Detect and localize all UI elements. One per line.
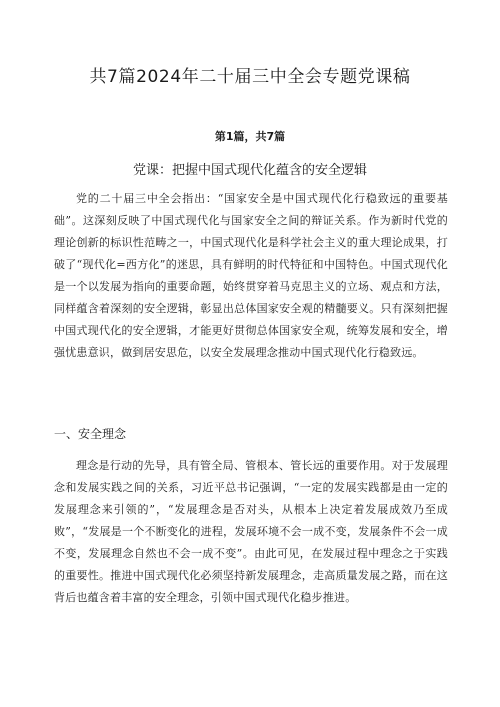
body-paragraph: 理念是行动的先导，具有管全局、管根本、管长远的重要作用。对于发展理念和发展实践之间的关系，习近平总书记强调，“一定的发展实践都是由一定的发展理念来引领的”，“发展理念是否对头，从根本上决定着发展成效乃至成败”，“发展是一个不断变化的进程，发展环境不会一成不变，发展条件不会一成不变，发展理念自然也不会一成不变”。由此可见，在发展过程中理念之于实践的重要性。推进中国式现代化必须坚持新发展理念，走高质量发展之路，而在这背后也蕴含着丰富的安全理念，引领中国式现代化稳步推进。 bbox=[54, 459, 448, 604]
body-paragraph: 党的二十届三中全会指出：“国家安全是中国式现代化行稳致远的重要基础”。这深刻反映了中国式现代化与国家安全之间的辩证关系。作为新时代党的理论创新的标识性范畴之一，中国式现代化是科学社会主义的重大理论成果，打破了“现代化=西方化”的迷思，具有鲜明的时代特征和中国特色。中国式现代化是一个以发展为指向的重要命题，始终贯穿着马克思主义的立场、观点和方法，同样蕴含着深刻的安全逻辑，彰显出总体国家安全观的精髓要义。只有深刻把握中国式现代化的安全逻辑，才能更好贯彻总体国家安全观，统筹发展和安全，增强忧患意识，做到居安思危，以安全发展理念推动中国式现代化行稳致远。 bbox=[54, 192, 448, 359]
document-title: 共7篇2024年二十届三中全会专题党课稿 bbox=[89, 67, 411, 87]
part-label: 第1篇，共7篇 bbox=[214, 130, 286, 143]
section-title: 党课：把握中国式现代化蕴含的安全逻辑 bbox=[132, 163, 367, 178]
subheading-security-concept: 一、安全理念 bbox=[54, 427, 127, 441]
